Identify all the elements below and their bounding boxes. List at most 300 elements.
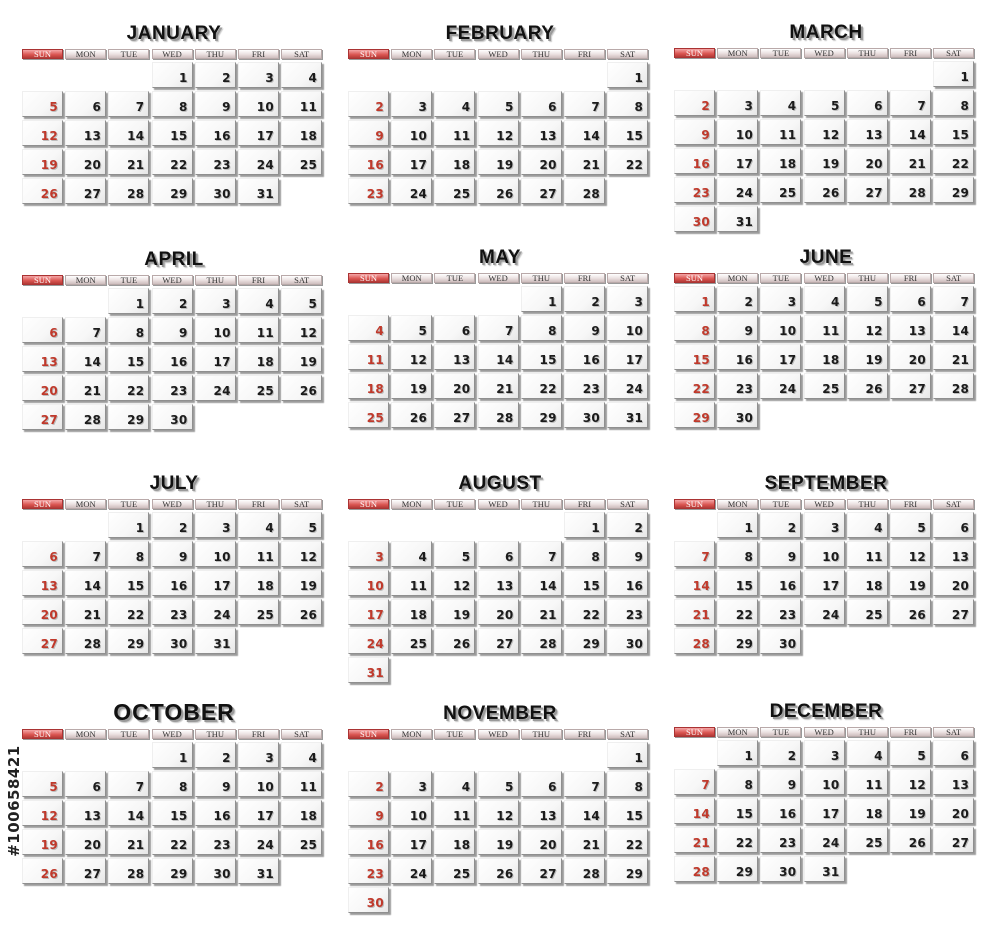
day-cell[interactable]: [195, 178, 236, 204]
day-cell[interactable]: [348, 120, 389, 146]
day-cell[interactable]: [281, 288, 322, 314]
day-cell[interactable]: [804, 599, 845, 625]
day-cell[interactable]: [674, 286, 715, 312]
day-cell[interactable]: [152, 149, 193, 175]
day-cell[interactable]: [478, 91, 519, 117]
day-cell[interactable]: [674, 206, 715, 232]
day-cell[interactable]: [804, 512, 845, 538]
day-cell[interactable]: [478, 120, 519, 146]
day-cell[interactable]: [434, 541, 475, 567]
day-cell[interactable]: [564, 91, 605, 117]
day-cell[interactable]: [22, 149, 63, 175]
day-cell[interactable]: [607, 402, 648, 428]
day-cell[interactable]: [238, 91, 279, 117]
day-cell[interactable]: [65, 317, 106, 343]
day-cell[interactable]: [65, 120, 106, 146]
day-cell[interactable]: [521, 628, 562, 654]
day-cell[interactable]: [281, 800, 322, 826]
day-cell[interactable]: [478, 315, 519, 341]
day-cell[interactable]: [933, 286, 974, 312]
day-cell[interactable]: [933, 740, 974, 766]
day-cell[interactable]: [152, 375, 193, 401]
day-cell[interactable]: [717, 570, 758, 596]
day-cell[interactable]: [391, 771, 432, 797]
day-cell[interactable]: [22, 541, 63, 567]
day-cell[interactable]: [348, 771, 389, 797]
day-cell[interactable]: [22, 404, 63, 430]
day-cell[interactable]: [674, 344, 715, 370]
day-cell[interactable]: [847, 798, 888, 824]
day-cell[interactable]: [348, 628, 389, 654]
day-cell[interactable]: [281, 317, 322, 343]
day-cell[interactable]: [933, 541, 974, 567]
day-cell[interactable]: [348, 858, 389, 884]
day-cell[interactable]: [22, 800, 63, 826]
day-cell[interactable]: [674, 148, 715, 174]
day-cell[interactable]: [281, 120, 322, 146]
day-cell[interactable]: [22, 628, 63, 654]
day-cell[interactable]: [760, 856, 801, 882]
day-cell[interactable]: [933, 827, 974, 853]
day-cell[interactable]: [391, 599, 432, 625]
day-cell[interactable]: [65, 346, 106, 372]
day-cell[interactable]: [607, 512, 648, 538]
day-cell[interactable]: [281, 512, 322, 538]
day-cell[interactable]: [152, 541, 193, 567]
day-cell[interactable]: [890, 315, 931, 341]
day-cell[interactable]: [607, 858, 648, 884]
day-cell[interactable]: [933, 798, 974, 824]
day-cell[interactable]: [607, 91, 648, 117]
day-cell[interactable]: [195, 829, 236, 855]
day-cell[interactable]: [434, 149, 475, 175]
day-cell[interactable]: [847, 177, 888, 203]
day-cell[interactable]: [804, 90, 845, 116]
day-cell[interactable]: [847, 570, 888, 596]
day-cell[interactable]: [478, 178, 519, 204]
day-cell[interactable]: [22, 346, 63, 372]
day-cell[interactable]: [804, 541, 845, 567]
day-cell[interactable]: [238, 62, 279, 88]
day-cell[interactable]: [804, 827, 845, 853]
day-cell[interactable]: [281, 829, 322, 855]
day-cell[interactable]: [65, 91, 106, 117]
day-cell[interactable]: [281, 771, 322, 797]
day-cell[interactable]: [391, 91, 432, 117]
day-cell[interactable]: [521, 858, 562, 884]
day-cell[interactable]: [847, 90, 888, 116]
day-cell[interactable]: [847, 740, 888, 766]
day-cell[interactable]: [22, 375, 63, 401]
day-cell[interactable]: [674, 177, 715, 203]
day-cell[interactable]: [760, 599, 801, 625]
day-cell[interactable]: [281, 541, 322, 567]
day-cell[interactable]: [890, 769, 931, 795]
day-cell[interactable]: [890, 599, 931, 625]
day-cell[interactable]: [804, 177, 845, 203]
day-cell[interactable]: [65, 858, 106, 884]
day-cell[interactable]: [281, 346, 322, 372]
day-cell[interactable]: [847, 315, 888, 341]
day-cell[interactable]: [521, 402, 562, 428]
day-cell[interactable]: [195, 375, 236, 401]
day-cell[interactable]: [564, 120, 605, 146]
day-cell[interactable]: [22, 599, 63, 625]
day-cell[interactable]: [717, 740, 758, 766]
day-cell[interactable]: [238, 346, 279, 372]
day-cell[interactable]: [717, 512, 758, 538]
day-cell[interactable]: [564, 858, 605, 884]
day-cell[interactable]: [238, 742, 279, 768]
day-cell[interactable]: [717, 541, 758, 567]
day-cell[interactable]: [760, 148, 801, 174]
day-cell[interactable]: [391, 858, 432, 884]
day-cell[interactable]: [238, 512, 279, 538]
day-cell[interactable]: [108, 628, 149, 654]
day-cell[interactable]: [348, 149, 389, 175]
day-cell[interactable]: [717, 315, 758, 341]
day-cell[interactable]: [890, 177, 931, 203]
day-cell[interactable]: [717, 827, 758, 853]
day-cell[interactable]: [22, 317, 63, 343]
day-cell[interactable]: [760, 373, 801, 399]
day-cell[interactable]: [152, 91, 193, 117]
day-cell[interactable]: [281, 375, 322, 401]
day-cell[interactable]: [521, 91, 562, 117]
day-cell[interactable]: [717, 402, 758, 428]
day-cell[interactable]: [434, 599, 475, 625]
day-cell[interactable]: [933, 177, 974, 203]
day-cell[interactable]: [933, 769, 974, 795]
day-cell[interactable]: [238, 288, 279, 314]
day-cell[interactable]: [607, 829, 648, 855]
day-cell[interactable]: [717, 177, 758, 203]
day-cell[interactable]: [22, 829, 63, 855]
day-cell[interactable]: [564, 829, 605, 855]
day-cell[interactable]: [434, 373, 475, 399]
day-cell[interactable]: [281, 91, 322, 117]
day-cell[interactable]: [348, 178, 389, 204]
day-cell[interactable]: [674, 628, 715, 654]
day-cell[interactable]: [521, 149, 562, 175]
day-cell[interactable]: [521, 829, 562, 855]
day-cell[interactable]: [22, 178, 63, 204]
day-cell[interactable]: [564, 628, 605, 654]
day-cell[interactable]: [434, 570, 475, 596]
day-cell[interactable]: [521, 599, 562, 625]
day-cell[interactable]: [521, 344, 562, 370]
day-cell[interactable]: [195, 91, 236, 117]
day-cell[interactable]: [152, 771, 193, 797]
day-cell[interactable]: [434, 800, 475, 826]
day-cell[interactable]: [847, 827, 888, 853]
day-cell[interactable]: [478, 599, 519, 625]
day-cell[interactable]: [760, 90, 801, 116]
day-cell[interactable]: [108, 91, 149, 117]
day-cell[interactable]: [521, 771, 562, 797]
day-cell[interactable]: [847, 286, 888, 312]
day-cell[interactable]: [195, 346, 236, 372]
day-cell[interactable]: [478, 402, 519, 428]
day-cell[interactable]: [933, 570, 974, 596]
day-cell[interactable]: [890, 148, 931, 174]
day-cell[interactable]: [760, 286, 801, 312]
day-cell[interactable]: [281, 62, 322, 88]
day-cell[interactable]: [391, 149, 432, 175]
day-cell[interactable]: [804, 344, 845, 370]
day-cell[interactable]: [478, 373, 519, 399]
day-cell[interactable]: [804, 286, 845, 312]
day-cell[interactable]: [890, 286, 931, 312]
day-cell[interactable]: [65, 829, 106, 855]
day-cell[interactable]: [564, 800, 605, 826]
day-cell[interactable]: [152, 178, 193, 204]
day-cell[interactable]: [152, 829, 193, 855]
day-cell[interactable]: [890, 119, 931, 145]
day-cell[interactable]: [348, 402, 389, 428]
day-cell[interactable]: [238, 829, 279, 855]
day-cell[interactable]: [564, 178, 605, 204]
day-cell[interactable]: [434, 858, 475, 884]
day-cell[interactable]: [804, 798, 845, 824]
day-cell[interactable]: [195, 62, 236, 88]
day-cell[interactable]: [238, 858, 279, 884]
day-cell[interactable]: [760, 315, 801, 341]
day-cell[interactable]: [152, 288, 193, 314]
day-cell[interactable]: [152, 800, 193, 826]
day-cell[interactable]: [281, 149, 322, 175]
day-cell[interactable]: [521, 541, 562, 567]
day-cell[interactable]: [478, 149, 519, 175]
day-cell[interactable]: [22, 570, 63, 596]
day-cell[interactable]: [564, 402, 605, 428]
day-cell[interactable]: [152, 120, 193, 146]
day-cell[interactable]: [108, 570, 149, 596]
day-cell[interactable]: [760, 769, 801, 795]
day-cell[interactable]: [348, 373, 389, 399]
day-cell[interactable]: [521, 373, 562, 399]
day-cell[interactable]: [195, 570, 236, 596]
day-cell[interactable]: [717, 119, 758, 145]
day-cell[interactable]: [281, 742, 322, 768]
day-cell[interactable]: [564, 149, 605, 175]
day-cell[interactable]: [478, 570, 519, 596]
day-cell[interactable]: [847, 119, 888, 145]
day-cell[interactable]: [674, 769, 715, 795]
day-cell[interactable]: [478, 829, 519, 855]
day-cell[interactable]: [607, 315, 648, 341]
day-cell[interactable]: [238, 317, 279, 343]
day-cell[interactable]: [847, 599, 888, 625]
day-cell[interactable]: [22, 858, 63, 884]
day-cell[interactable]: [804, 315, 845, 341]
day-cell[interactable]: [108, 800, 149, 826]
day-cell[interactable]: [890, 344, 931, 370]
day-cell[interactable]: [108, 829, 149, 855]
day-cell[interactable]: [238, 541, 279, 567]
day-cell[interactable]: [65, 149, 106, 175]
day-cell[interactable]: [890, 373, 931, 399]
day-cell[interactable]: [348, 657, 389, 683]
day-cell[interactable]: [348, 541, 389, 567]
day-cell[interactable]: [65, 404, 106, 430]
day-cell[interactable]: [195, 800, 236, 826]
day-cell[interactable]: [65, 570, 106, 596]
day-cell[interactable]: [607, 570, 648, 596]
day-cell[interactable]: [674, 402, 715, 428]
day-cell[interactable]: [195, 541, 236, 567]
day-cell[interactable]: [391, 120, 432, 146]
day-cell[interactable]: [674, 541, 715, 567]
day-cell[interactable]: [933, 315, 974, 341]
day-cell[interactable]: [152, 628, 193, 654]
day-cell[interactable]: [391, 315, 432, 341]
day-cell[interactable]: [478, 628, 519, 654]
day-cell[interactable]: [108, 375, 149, 401]
day-cell[interactable]: [607, 742, 648, 768]
day-cell[interactable]: [65, 375, 106, 401]
day-cell[interactable]: [22, 771, 63, 797]
day-cell[interactable]: [281, 599, 322, 625]
day-cell[interactable]: [607, 373, 648, 399]
day-cell[interactable]: [108, 317, 149, 343]
day-cell[interactable]: [238, 599, 279, 625]
day-cell[interactable]: [238, 375, 279, 401]
day-cell[interactable]: [391, 178, 432, 204]
day-cell[interactable]: [195, 771, 236, 797]
day-cell[interactable]: [933, 119, 974, 145]
day-cell[interactable]: [717, 206, 758, 232]
day-cell[interactable]: [760, 827, 801, 853]
day-cell[interactable]: [933, 512, 974, 538]
day-cell[interactable]: [348, 315, 389, 341]
day-cell[interactable]: [108, 771, 149, 797]
day-cell[interactable]: [478, 771, 519, 797]
day-cell[interactable]: [195, 317, 236, 343]
day-cell[interactable]: [847, 512, 888, 538]
day-cell[interactable]: [434, 178, 475, 204]
day-cell[interactable]: [607, 344, 648, 370]
day-cell[interactable]: [674, 599, 715, 625]
day-cell[interactable]: [478, 541, 519, 567]
day-cell[interactable]: [674, 90, 715, 116]
day-cell[interactable]: [195, 149, 236, 175]
day-cell[interactable]: [391, 344, 432, 370]
day-cell[interactable]: [391, 541, 432, 567]
day-cell[interactable]: [348, 599, 389, 625]
day-cell[interactable]: [804, 373, 845, 399]
day-cell[interactable]: [434, 771, 475, 797]
day-cell[interactable]: [717, 286, 758, 312]
day-cell[interactable]: [108, 541, 149, 567]
day-cell[interactable]: [195, 628, 236, 654]
day-cell[interactable]: [760, 541, 801, 567]
day-cell[interactable]: [564, 570, 605, 596]
day-cell[interactable]: [152, 599, 193, 625]
day-cell[interactable]: [348, 570, 389, 596]
day-cell[interactable]: [760, 119, 801, 145]
day-cell[interactable]: [478, 800, 519, 826]
day-cell[interactable]: [281, 570, 322, 596]
day-cell[interactable]: [564, 599, 605, 625]
day-cell[interactable]: [890, 827, 931, 853]
day-cell[interactable]: [674, 315, 715, 341]
day-cell[interactable]: [717, 856, 758, 882]
day-cell[interactable]: [65, 599, 106, 625]
day-cell[interactable]: [674, 798, 715, 824]
day-cell[interactable]: [607, 149, 648, 175]
day-cell[interactable]: [391, 628, 432, 654]
day-cell[interactable]: [607, 628, 648, 654]
day-cell[interactable]: [238, 800, 279, 826]
day-cell[interactable]: [348, 829, 389, 855]
day-cell[interactable]: [674, 373, 715, 399]
day-cell[interactable]: [564, 315, 605, 341]
day-cell[interactable]: [108, 288, 149, 314]
day-cell[interactable]: [804, 769, 845, 795]
day-cell[interactable]: [760, 798, 801, 824]
day-cell[interactable]: [238, 149, 279, 175]
day-cell[interactable]: [434, 120, 475, 146]
day-cell[interactable]: [195, 120, 236, 146]
day-cell[interactable]: [890, 541, 931, 567]
day-cell[interactable]: [564, 771, 605, 797]
day-cell[interactable]: [152, 346, 193, 372]
day-cell[interactable]: [195, 742, 236, 768]
day-cell[interactable]: [760, 177, 801, 203]
day-cell[interactable]: [890, 798, 931, 824]
day-cell[interactable]: [391, 402, 432, 428]
day-cell[interactable]: [760, 570, 801, 596]
day-cell[interactable]: [804, 148, 845, 174]
day-cell[interactable]: [890, 90, 931, 116]
day-cell[interactable]: [238, 771, 279, 797]
day-cell[interactable]: [478, 344, 519, 370]
day-cell[interactable]: [674, 856, 715, 882]
day-cell[interactable]: [521, 315, 562, 341]
day-cell[interactable]: [804, 856, 845, 882]
day-cell[interactable]: [108, 149, 149, 175]
day-cell[interactable]: [847, 344, 888, 370]
day-cell[interactable]: [607, 62, 648, 88]
day-cell[interactable]: [22, 91, 63, 117]
day-cell[interactable]: [65, 628, 106, 654]
day-cell[interactable]: [521, 178, 562, 204]
day-cell[interactable]: [933, 373, 974, 399]
day-cell[interactable]: [195, 288, 236, 314]
day-cell[interactable]: [152, 512, 193, 538]
day-cell[interactable]: [607, 541, 648, 567]
day-cell[interactable]: [717, 628, 758, 654]
day-cell[interactable]: [152, 317, 193, 343]
day-cell[interactable]: [348, 91, 389, 117]
day-cell[interactable]: [847, 373, 888, 399]
day-cell[interactable]: [847, 148, 888, 174]
day-cell[interactable]: [717, 373, 758, 399]
day-cell[interactable]: [890, 512, 931, 538]
day-cell[interactable]: [152, 404, 193, 430]
day-cell[interactable]: [65, 541, 106, 567]
day-cell[interactable]: [434, 628, 475, 654]
day-cell[interactable]: [521, 120, 562, 146]
day-cell[interactable]: [804, 740, 845, 766]
day-cell[interactable]: [717, 148, 758, 174]
day-cell[interactable]: [717, 344, 758, 370]
day-cell[interactable]: [607, 599, 648, 625]
day-cell[interactable]: [152, 742, 193, 768]
day-cell[interactable]: [760, 512, 801, 538]
day-cell[interactable]: [607, 120, 648, 146]
